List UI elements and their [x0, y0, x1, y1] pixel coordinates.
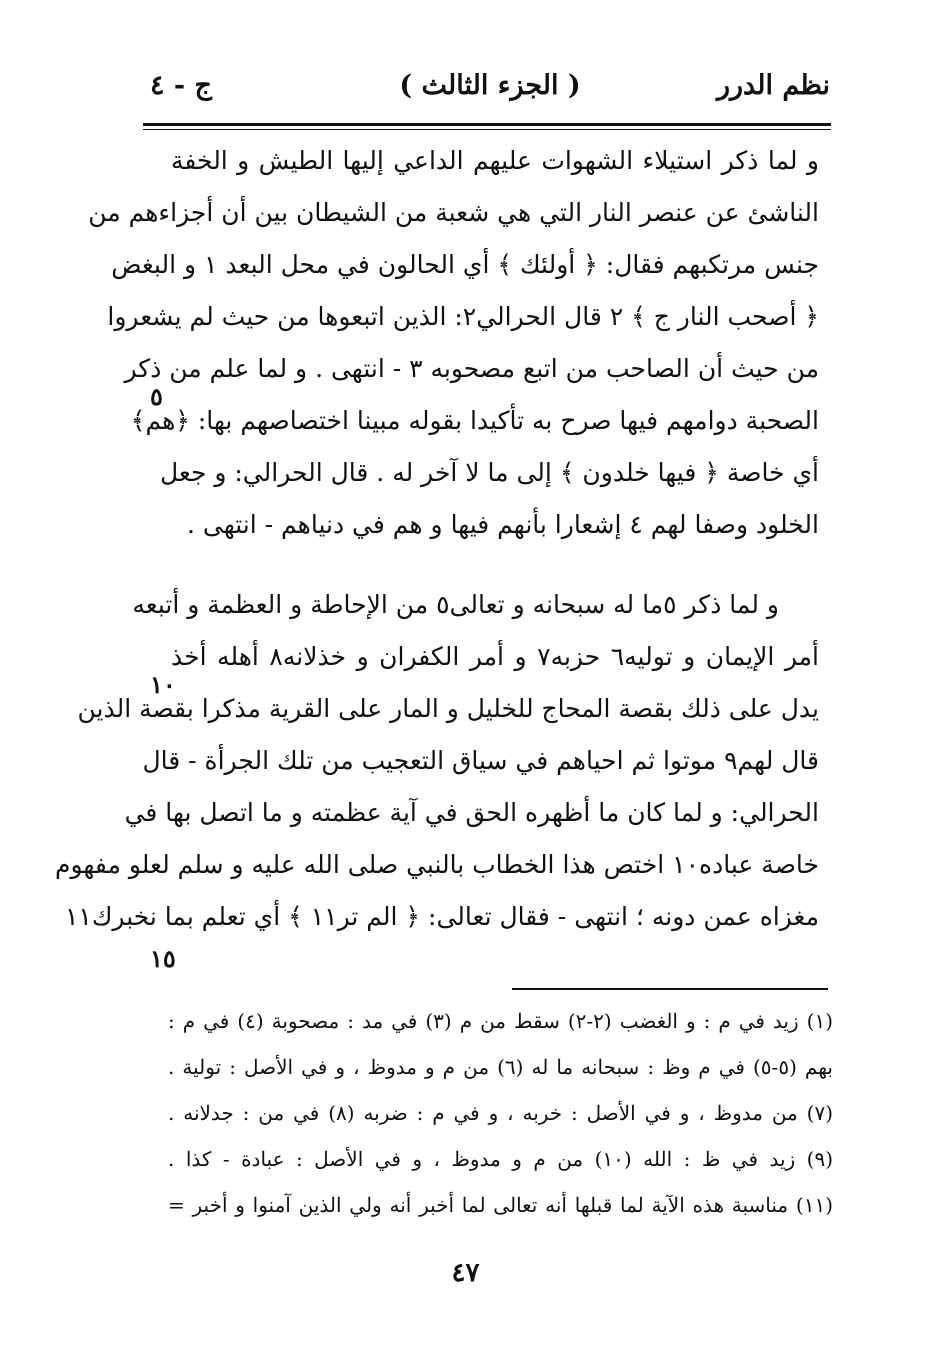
text-line: و لما ذكر ٥ما له سبحانه و تعالى٥ من الإحاطة و العظمة و أتبعه	[132, 590, 779, 619]
header-rule-thick	[143, 123, 831, 126]
footnote-line: (١) زيد في م : و الغضب (٢-٢) سقط من م (٣) في مد : مصحوبة (٤) في م :	[168, 1009, 833, 1033]
text-line: الناشئ عن عنصر النار التي هي شعبة من الشيطان بين أن أجزاءهم من	[88, 198, 819, 227]
footnote-line: (١١) مناسبة هذه الآية لما قبلها أنه تعالى لما أخبر أنه ولي الذين آمنوا و أخبر =	[168, 1193, 833, 1217]
text-line: الحرالي: و لما كان ما أظهره الحق في آية عظمته و ما اتصل بها في	[124, 798, 819, 827]
footnotes	[168, 998, 833, 1228]
text-line: يدل على ذلك بقصة المحاج للخليل و المار على القرية مذكرا بقصة الذين	[77, 694, 819, 723]
text-line: الصحبة دوامهم فيها صرح به تأكيدا بقوله مبينا اختصاصهم بها: ﴿هم﴾	[130, 406, 819, 435]
text-line: قال لهم٩ موتوا ثم احياهم في سياق التعجيب من تلك الجرأة - قال	[142, 746, 819, 775]
text-line: جنس مرتكبهم فقال: ﴿ أولئك ﴾ أي الحالون في محل البعد ۱ و البغض	[111, 250, 819, 279]
text-line: من حيث أن الصاحب من اتبع مصحوبه ۳ - انتهى . و لما علم من ذكر	[124, 354, 819, 383]
text-line: و لما ذكر استيلاء الشهوات عليهم الداعي إليها الطيش و الخفة	[171, 146, 819, 175]
part-title: ( الجزء الثالث )	[399, 70, 581, 101]
text-line: خاصة عباده١٠ اختص هذا الخطاب بالنبي صلى الله عليه و سلم لعلو مفهوم	[54, 850, 819, 879]
line-number-10: ١٠	[150, 670, 176, 699]
line-number-5: ٥	[150, 382, 163, 411]
text-line: مغزاه عمن دونه ؛ انتهى - فقال تعالى: ﴿ الم تر١١ ﴾ أي تعلم بما نخبرك١١	[64, 902, 819, 931]
paragraph-gap	[171, 551, 819, 579]
header-rule-thin	[143, 129, 831, 130]
main-text	[54, 135, 819, 943]
book-title: نظم الدرر	[716, 70, 830, 101]
text-line: أمر الإيمان و توليه٦ حزبه٧ و أمر الكفران و خذلانه٨ أهله أخذ	[171, 642, 819, 671]
volume-number: ج - ٤	[150, 70, 212, 101]
footnote-rule	[512, 988, 828, 990]
footnote-line: (٩) زيد في ظ : الله (١٠) من م و مدوظ ، و في الأصل : عبادة - كذا .	[168, 1147, 834, 1171]
running-header	[150, 66, 830, 114]
page-number: ٤٧	[451, 1258, 480, 1288]
footnote-line: (٧) من مدوظ ، و في الأصل : خربه ، و في م : ضربه (٨) في من : جدلانه .	[168, 1101, 833, 1125]
text-line: ﴿ أصحب النار ج ﴾ ۲ قال الحرالي۲: الذين اتبعوها من حيث لم يشعروا	[107, 302, 819, 331]
text-line: أي خاصة ﴿ فيها خلدون ﴾ إلى ما لا آخر له . قال الحرالي: و جعل	[159, 458, 819, 487]
footnote-line: بهم (٥-٥) في م وظ : سبحانه ما له (٦) من م و مدوظ ، و في الأصل : تولية .	[168, 1055, 834, 1079]
line-number-15: ١٥	[150, 944, 176, 973]
text-line: الخلود وصفا لهم ٤ إشعارا بأنهم فيها و هم في دنياهم - انتهى .	[186, 510, 819, 539]
